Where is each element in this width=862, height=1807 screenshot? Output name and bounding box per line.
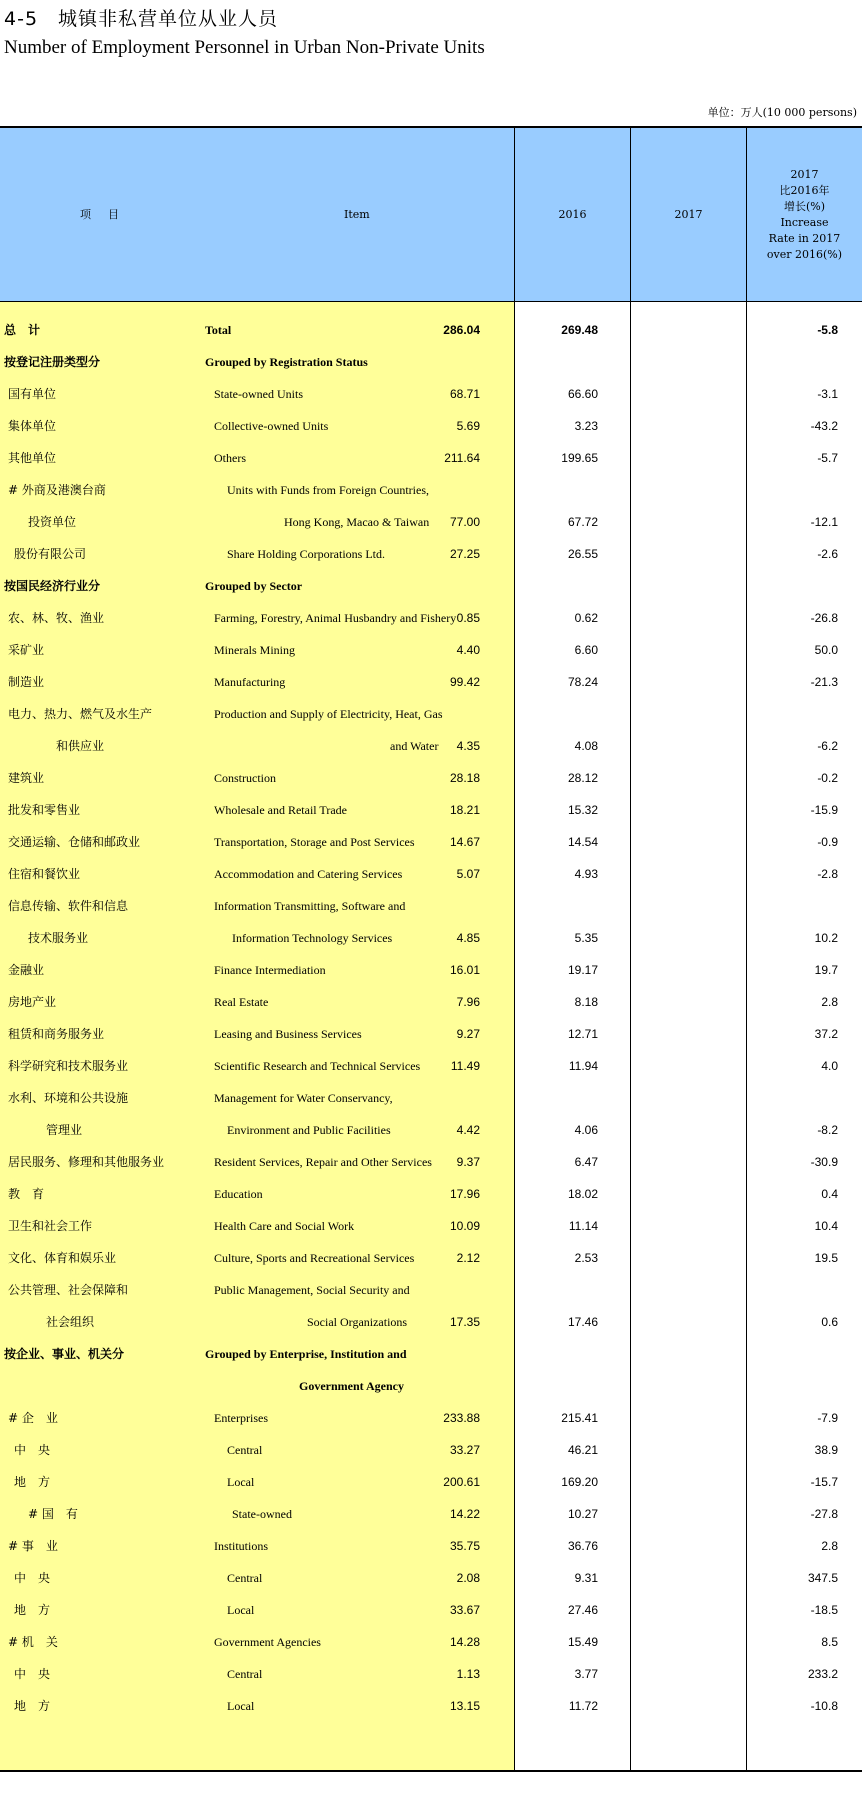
header-item-chinese: 项 目	[0, 128, 514, 301]
value-2017: 11.72	[568, 1699, 598, 1713]
table-row	[0, 858, 862, 890]
increase-rate: -21.3	[810, 675, 838, 689]
row-label-english: Units with Funds from Foreign Countries,	[227, 483, 430, 497]
header-2016: 2016	[515, 128, 630, 301]
increase-rate: -0.2	[817, 771, 838, 785]
table-row	[0, 1274, 862, 1306]
value-2016: 211.64	[444, 451, 480, 465]
employment-table	[0, 126, 862, 1772]
row-label-chinese: 房地产业	[8, 995, 57, 1009]
value-2016: 1.13	[456, 1667, 480, 1681]
row-label-chinese: 金融业	[8, 963, 45, 977]
value-2016: 4.42	[456, 1123, 480, 1137]
table-row	[0, 1562, 862, 1594]
table-row	[0, 634, 862, 666]
value-2016: 286.04	[443, 323, 480, 337]
value-2017: 6.60	[574, 643, 598, 657]
table-row	[0, 794, 862, 826]
table-row	[0, 730, 862, 762]
row-label-english: Central	[227, 1667, 263, 1681]
table-row	[0, 1146, 862, 1178]
increase-rate: -15.7	[810, 1475, 838, 1489]
value-2016: 0.85	[456, 611, 480, 625]
row-label-chinese: 中 央	[14, 1443, 51, 1457]
row-label-english: Environment and Public Facilities	[227, 1123, 391, 1137]
row-label-chinese: 技术服务业	[28, 931, 89, 945]
table-row	[0, 986, 862, 1018]
row-label-english: Health Care and Social Work	[214, 1219, 355, 1233]
row-label-english: Minerals Mining	[214, 643, 295, 657]
increase-rate: 2.8	[821, 1539, 838, 1553]
value-2016: 17.35	[449, 1315, 480, 1329]
table-row	[0, 1210, 862, 1242]
row-label-chinese: 地 方	[14, 1603, 51, 1617]
increase-rate: 2.8	[821, 995, 838, 1009]
increase-rate: 10.2	[814, 931, 838, 945]
increase-rate: 37.2	[814, 1027, 838, 1041]
header-rate-line: Rate in 2017	[768, 231, 841, 245]
table-row	[0, 570, 862, 602]
row-label-english: Construction	[214, 771, 276, 785]
value-2016: 4.35	[456, 739, 480, 753]
table-row	[0, 378, 862, 410]
value-2016: 13.15	[449, 1699, 480, 1713]
value-2017: 4.06	[574, 1123, 598, 1137]
table-row	[0, 1370, 862, 1402]
table-row	[0, 1498, 862, 1530]
value-2017: 28.12	[567, 771, 598, 785]
increase-rate: -8.2	[817, 1123, 838, 1137]
increase-rate: 8.5	[821, 1635, 838, 1649]
value-2017: 199.65	[561, 451, 598, 465]
table-row	[0, 314, 862, 346]
row-label-english: Government Agency	[299, 1379, 404, 1393]
table-row	[0, 1242, 862, 1274]
header-increase-rate	[747, 128, 862, 301]
table-row	[0, 538, 862, 570]
table-row	[0, 474, 862, 506]
value-2016: 7.96	[456, 995, 480, 1009]
value-2016: 4.85	[456, 931, 480, 945]
increase-rate: 19.5	[814, 1251, 838, 1265]
header-rate-line: 比2016年	[779, 183, 830, 197]
row-label-chinese: 中 央	[14, 1571, 51, 1585]
value-2017: 46.21	[567, 1443, 598, 1457]
row-label-english: Production and Supply of Electricity, Heat, Gas	[214, 707, 443, 721]
value-2016: 77.00	[449, 515, 480, 529]
increase-rate: -2.8	[817, 867, 838, 881]
value-2017: 9.31	[574, 1571, 598, 1585]
title-chinese: 4-5 城镇非私营单位从业人员	[4, 8, 279, 30]
row-label-chinese: 水利、环境和公共设施	[8, 1091, 129, 1105]
table-row	[0, 410, 862, 442]
value-2016: 14.28	[449, 1635, 480, 1649]
row-label-english: Wholesale and Retail Trade	[214, 803, 347, 817]
row-label-chinese: # 外商及港澳台商	[8, 483, 106, 497]
value-2017: 10.27	[567, 1507, 598, 1521]
value-2017: 2.53	[574, 1251, 598, 1265]
row-label-chinese: 地 方	[14, 1475, 51, 1489]
increase-rate: -43.2	[810, 419, 838, 433]
row-label-chinese: 租赁和商务服务业	[8, 1027, 105, 1041]
increase-rate: -6.2	[817, 739, 838, 753]
value-2017: 14.54	[567, 835, 598, 849]
row-label-chinese: 中 央	[14, 1667, 51, 1681]
row-label-english: Grouped by Enterprise, Institution and	[205, 1347, 407, 1361]
value-2017: 67.72	[567, 515, 598, 529]
header-item-english: Item	[344, 207, 370, 221]
row-label-english: Information Technology Services	[232, 931, 393, 945]
value-2017: 12.71	[567, 1027, 598, 1041]
row-label-english: Leasing and Business Services	[214, 1027, 362, 1041]
row-label-english: and Water	[390, 739, 439, 753]
value-2016: 9.27	[456, 1027, 480, 1041]
value-2016: 14.22	[449, 1507, 480, 1521]
row-label-chinese: 采矿业	[8, 643, 45, 657]
row-label-chinese: 和供应业	[56, 739, 105, 753]
table-row	[0, 346, 862, 378]
value-2017: 4.93	[574, 867, 598, 881]
increase-rate: -5.7	[817, 451, 838, 465]
increase-rate: 0.6	[821, 1315, 838, 1329]
row-label-english: Local	[227, 1699, 255, 1713]
value-2016: 99.42	[449, 675, 480, 689]
row-label-english: Local	[227, 1603, 255, 1617]
value-2017: 66.60	[567, 387, 598, 401]
value-2017: 27.46	[567, 1603, 598, 1617]
row-label-chinese: 按国民经济行业分	[4, 579, 101, 593]
unit-note: 单位：万人(10 000 persons)	[707, 106, 857, 119]
value-2016: 9.37	[456, 1155, 480, 1169]
table-row	[0, 1530, 862, 1562]
table-row	[0, 666, 862, 698]
row-label-chinese: 交通运输、仓储和邮政业	[8, 835, 141, 849]
row-label-english: Total	[205, 323, 232, 337]
row-label-chinese: 教 育	[8, 1187, 45, 1201]
value-2016: 33.27	[449, 1443, 480, 1457]
table-row	[0, 762, 862, 794]
row-label-chinese: 按企业、事业、机关分	[4, 1347, 125, 1361]
table-row	[0, 1178, 862, 1210]
row-label-chinese: 按登记注册类型分	[4, 355, 101, 369]
increase-rate: -18.5	[810, 1603, 838, 1617]
row-label-chinese: 其他单位	[8, 451, 57, 465]
row-label-chinese: 信息传输、软件和信息	[8, 899, 129, 913]
increase-rate: -0.9	[817, 835, 838, 849]
value-2016: 11.49	[450, 1059, 480, 1073]
value-2017: 215.41	[561, 1411, 598, 1425]
row-label-english: Transportation, Storage and Post Services	[214, 835, 415, 849]
increase-rate: 233.2	[807, 1667, 838, 1681]
increase-rate: 0.4	[821, 1187, 838, 1201]
increase-rate: 38.9	[814, 1443, 838, 1457]
row-label-english: Enterprises	[214, 1411, 268, 1425]
row-label-english: Culture, Sports and Recreational Services	[214, 1251, 415, 1265]
table-row	[0, 922, 862, 954]
table-row	[0, 1050, 862, 1082]
table-row	[0, 1434, 862, 1466]
increase-rate: -7.9	[817, 1411, 838, 1425]
row-label-english: Local	[227, 1475, 255, 1489]
row-label-english: Management for Water Conservancy,	[214, 1091, 393, 1105]
row-label-english: Government Agencies	[214, 1635, 321, 1649]
value-2017: 8.18	[574, 995, 598, 1009]
value-2017: 11.94	[568, 1059, 598, 1073]
row-label-chinese: # 企 业	[8, 1411, 58, 1425]
table-row	[0, 506, 862, 538]
value-2016: 200.61	[443, 1475, 480, 1489]
row-label-chinese: 农、林、牧、渔业	[8, 611, 105, 625]
header-2017: 2017	[631, 128, 746, 301]
table-row	[0, 1466, 862, 1498]
row-label-english: Collective-owned Units	[214, 419, 329, 433]
value-2017: 17.46	[567, 1315, 598, 1329]
increase-rate: -26.8	[810, 611, 838, 625]
row-label-chinese: # 国 有	[28, 1507, 78, 1521]
row-label-chinese: 总 计	[4, 323, 41, 337]
value-2016: 16.01	[449, 963, 480, 977]
row-label-chinese: 制造业	[8, 675, 45, 689]
row-label-english: Central	[227, 1443, 263, 1457]
increase-rate: -2.6	[817, 547, 838, 561]
table-row	[0, 890, 862, 922]
row-label-chinese: 社会组织	[46, 1315, 95, 1329]
row-label-english: State-owned	[232, 1507, 292, 1521]
row-label-english: Scientific Research and Technical Services	[214, 1059, 421, 1073]
row-label-english: Education	[214, 1187, 263, 1201]
value-2016: 4.40	[456, 643, 480, 657]
value-2016: 2.08	[456, 1571, 480, 1585]
increase-rate: 4.0	[821, 1059, 838, 1073]
value-2017: 15.49	[567, 1635, 598, 1649]
increase-rate: -5.8	[817, 323, 838, 337]
value-2016: 5.07	[456, 867, 480, 881]
value-2016: 10.09	[449, 1219, 480, 1233]
row-label-chinese: 公共管理、社会保障和	[8, 1283, 129, 1297]
row-label-english: Manufacturing	[214, 675, 286, 689]
row-label-english: Farming, Forestry, Animal Husbandry and Fishery	[214, 611, 457, 625]
value-2016: 35.75	[449, 1539, 480, 1553]
table-row	[0, 698, 862, 730]
value-2016: 17.96	[449, 1187, 480, 1201]
value-2017: 6.47	[574, 1155, 598, 1169]
table-row	[0, 826, 862, 858]
table-row	[0, 1338, 862, 1370]
table-row	[0, 1114, 862, 1146]
table-row	[0, 1690, 862, 1722]
value-2016: 18.21	[449, 803, 480, 817]
title-english: Number of Employment Personnel in Urban Non-Private Units	[4, 37, 485, 58]
row-label-chinese: 文化、体育和娱乐业	[8, 1251, 117, 1265]
row-label-english: Finance Intermediation	[214, 963, 326, 977]
value-2017: 18.02	[567, 1187, 598, 1201]
value-2017: 3.77	[574, 1667, 598, 1681]
row-label-chinese: 投资单位	[28, 515, 77, 529]
row-label-chinese: 科学研究和技术服务业	[8, 1059, 129, 1073]
row-label-english: Grouped by Sector	[205, 579, 303, 593]
row-label-english: Institutions	[214, 1539, 269, 1553]
value-2017: 15.32	[567, 803, 598, 817]
value-2017: 5.35	[574, 931, 598, 945]
value-2016: 28.18	[449, 771, 480, 785]
table-row	[0, 602, 862, 634]
row-label-chinese: 国有单位	[8, 387, 57, 401]
row-label-english: Real Estate	[214, 995, 269, 1009]
increase-rate: -27.8	[810, 1507, 838, 1521]
row-label-chinese: # 事 业	[8, 1539, 58, 1553]
value-2017: 11.14	[568, 1219, 598, 1233]
value-2017: 0.62	[574, 611, 598, 625]
value-2016: 2.12	[456, 1251, 480, 1265]
row-label-chinese: 股份有限公司	[14, 547, 87, 561]
row-label-chinese: 地 方	[14, 1699, 51, 1713]
value-2016: 68.71	[449, 387, 480, 401]
row-label-chinese: 管理业	[46, 1123, 83, 1137]
value-2016: 33.67	[449, 1603, 480, 1617]
table-row	[0, 1082, 862, 1114]
row-label-chinese: 批发和零售业	[8, 803, 81, 817]
row-label-chinese: 集体单位	[8, 419, 57, 433]
increase-rate: 10.4	[814, 1219, 838, 1233]
row-label-chinese: 电力、热力、燃气及水生产	[8, 707, 153, 721]
increase-rate: 347.5	[807, 1571, 838, 1585]
row-label-english: Resident Services, Repair and Other Services	[214, 1155, 432, 1169]
row-label-english: Public Management, Social Security and	[214, 1283, 410, 1297]
header-rate-line: Increase	[780, 215, 829, 229]
increase-rate: 50.0	[814, 643, 838, 657]
increase-rate: -3.1	[817, 387, 838, 401]
row-label-english: Others	[214, 451, 246, 465]
row-label-english: Share Holding Corporations Ltd.	[227, 547, 385, 561]
value-2017: 26.55	[567, 547, 598, 561]
header-rate-line: over 2016(%)	[766, 247, 843, 261]
value-2017: 78.24	[567, 675, 598, 689]
increase-rate: -30.9	[810, 1155, 838, 1169]
row-label-english: Social Organizations	[307, 1315, 408, 1329]
row-label-chinese: 住宿和餐饮业	[8, 867, 81, 881]
value-2017: 269.48	[561, 323, 598, 337]
row-label-english: Grouped by Registration Status	[205, 355, 368, 369]
increase-rate: -10.8	[810, 1699, 838, 1713]
row-label-chinese: 居民服务、修理和其他服务业	[8, 1155, 165, 1169]
increase-rate: -15.9	[810, 803, 838, 817]
increase-rate: 19.7	[814, 963, 838, 977]
row-label-english: Accommodation and Catering Services	[214, 867, 403, 881]
table-row	[0, 1306, 862, 1338]
table-header	[0, 128, 862, 302]
header-rate-line: 增长(%)	[783, 199, 826, 213]
table-row	[0, 1658, 862, 1690]
value-2017: 3.23	[574, 419, 598, 433]
value-2016: 5.69	[456, 419, 480, 433]
value-2017: 169.20	[561, 1475, 598, 1489]
row-label-chinese: 建筑业	[8, 771, 45, 785]
table-row	[0, 1626, 862, 1658]
table-row	[0, 442, 862, 474]
table-row	[0, 1402, 862, 1434]
value-2016: 233.88	[443, 1411, 480, 1425]
row-label-english: Information Transmitting, Software and	[214, 899, 406, 913]
row-label-chinese: 卫生和社会工作	[8, 1219, 93, 1233]
row-label-chinese: # 机 关	[8, 1635, 58, 1649]
increase-rate: -12.1	[810, 515, 838, 529]
value-2017: 19.17	[567, 963, 598, 977]
row-label-english: State-owned Units	[214, 387, 303, 401]
table-row	[0, 1594, 862, 1626]
table-row	[0, 1018, 862, 1050]
row-label-english: Central	[227, 1571, 263, 1585]
value-2017: 36.76	[567, 1539, 598, 1553]
value-2016: 14.67	[449, 835, 480, 849]
value-2016: 27.25	[449, 547, 480, 561]
value-2017: 4.08	[574, 739, 598, 753]
header-rate-line: 2017	[790, 167, 819, 181]
row-label-english: Hong Kong, Macao & Taiwan	[284, 515, 430, 529]
table-row	[0, 954, 862, 986]
